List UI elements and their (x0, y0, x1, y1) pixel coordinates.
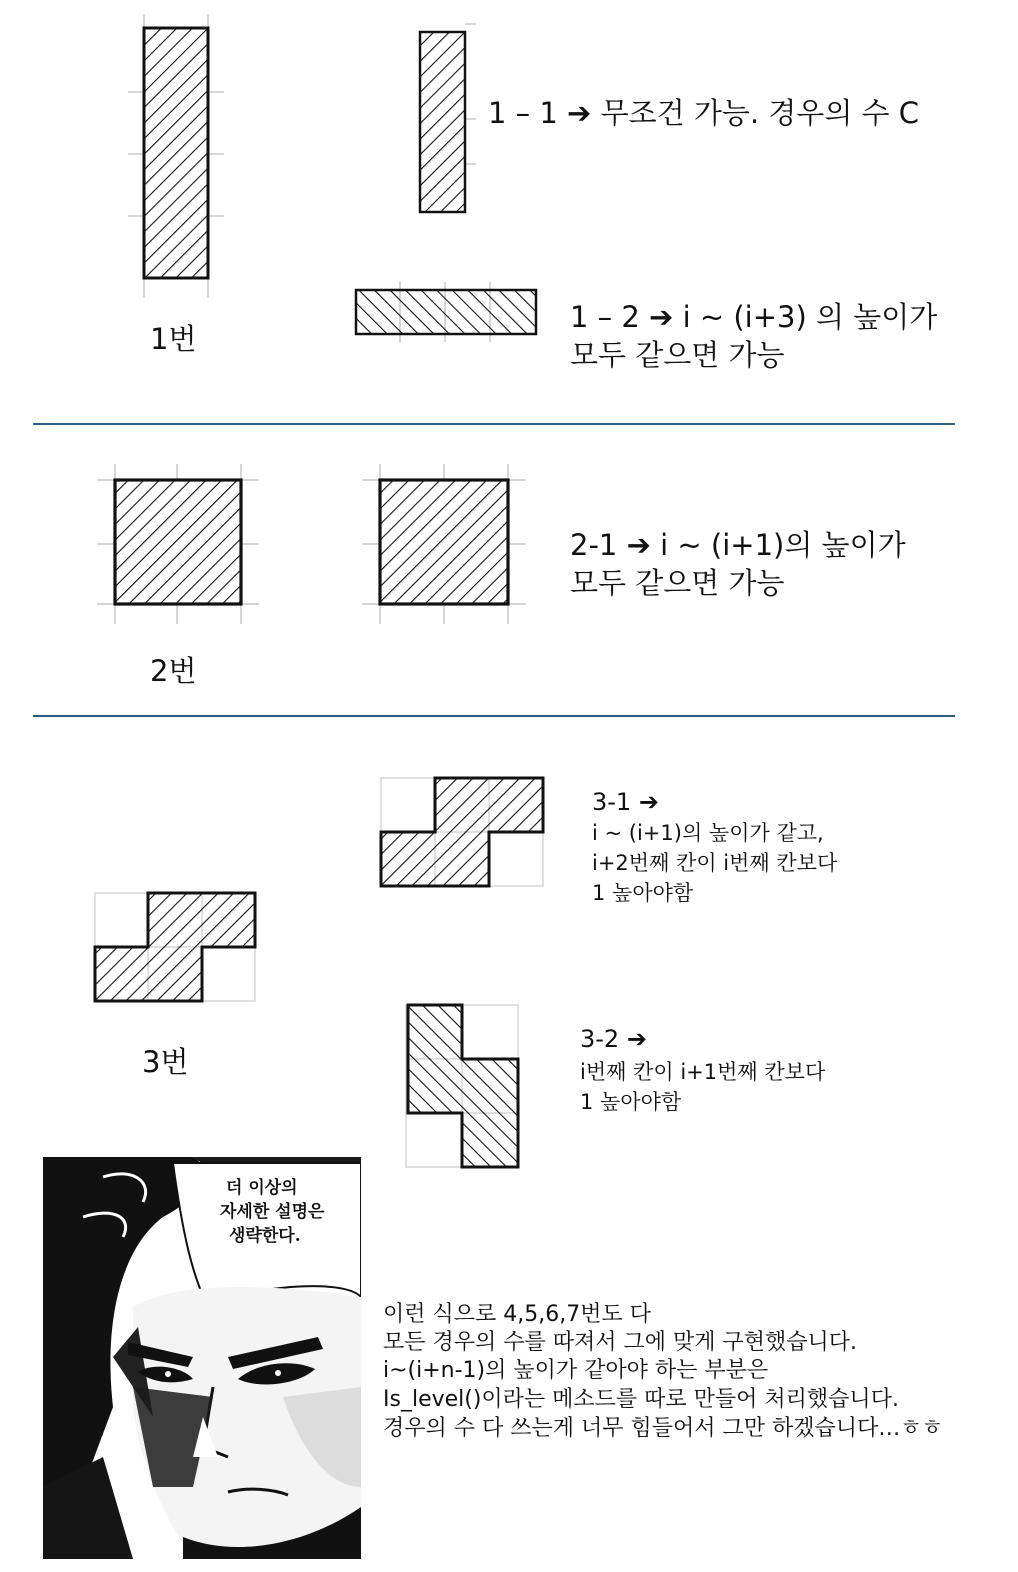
piece-3-2-vertical-s (405, 1004, 519, 1168)
section-2-label: 2번 (150, 654, 197, 688)
case-3-2-line: 1 높아야함 (580, 1090, 682, 1114)
footer-line: 모든 경우의 수를 따져서 그에 맞게 구현했습니다. (383, 1330, 857, 1355)
piece-1-vertical-main (128, 14, 224, 298)
piece-1-1-vertical (410, 24, 476, 224)
case-3-1-line: i ~ (i+1)의 높이가 같고, (592, 821, 824, 845)
piece-1-2-horizontal (350, 282, 542, 342)
section-divider-2 (33, 715, 955, 717)
case-3-2-title: 3-2 ➔ (580, 1025, 647, 1053)
case-2-1-line1: 2-1 ➔ i ~ (i+1)의 높이가 (570, 528, 906, 562)
case-3-1-line: i+2번째 칸이 i번째 칸보다 (592, 851, 838, 875)
case-1-2-line1: 1 – 2 ➔ i ~ (i+3) 의 높이가 (570, 300, 938, 334)
piece-2-1-square (362, 464, 526, 624)
footer-line: i~(i+n-1)의 높이가 같아야 하는 부분은 (383, 1358, 769, 1383)
case-1-2-line2: 모두 같으면 가능 (570, 338, 785, 372)
case-1-1-text: 1 – 1 ➔ 무조건 가능. 경우의 수 C (488, 96, 920, 130)
case-3-1-line: 1 높아야함 (592, 881, 694, 905)
case-3-2-line: i번째 칸이 i+1번째 칸보다 (580, 1060, 826, 1084)
footer-line: 경우의 수 다 쓰는게 너무 힘들어서 그만 하겠습니다…ㅎㅎ (383, 1416, 943, 1441)
section-3-label: 3번 (142, 1045, 189, 1079)
footer-line: 이런 식으로 4,5,6,7번도 다 (383, 1302, 651, 1327)
case-2-1-line2: 모두 같으면 가능 (570, 566, 785, 600)
section-divider-1 (33, 423, 955, 425)
section-1-label: 1번 (150, 322, 197, 356)
piece-2-square-main (97, 464, 259, 624)
speech-bubble-line: 더 이상의 (226, 1178, 298, 1198)
speech-bubble-line: 자세한 설명은 (220, 1202, 325, 1222)
manga-panel-image (43, 1157, 361, 1559)
piece-3-s-main (94, 892, 256, 1002)
footer-line: Is_level()이라는 메소드를 따로 만들어 처리했습니다. (383, 1387, 899, 1412)
case-3-1-title: 3-1 ➔ (592, 788, 659, 816)
piece-3-1-s (380, 777, 544, 887)
speech-bubble-line: 생략한다. (229, 1226, 301, 1246)
